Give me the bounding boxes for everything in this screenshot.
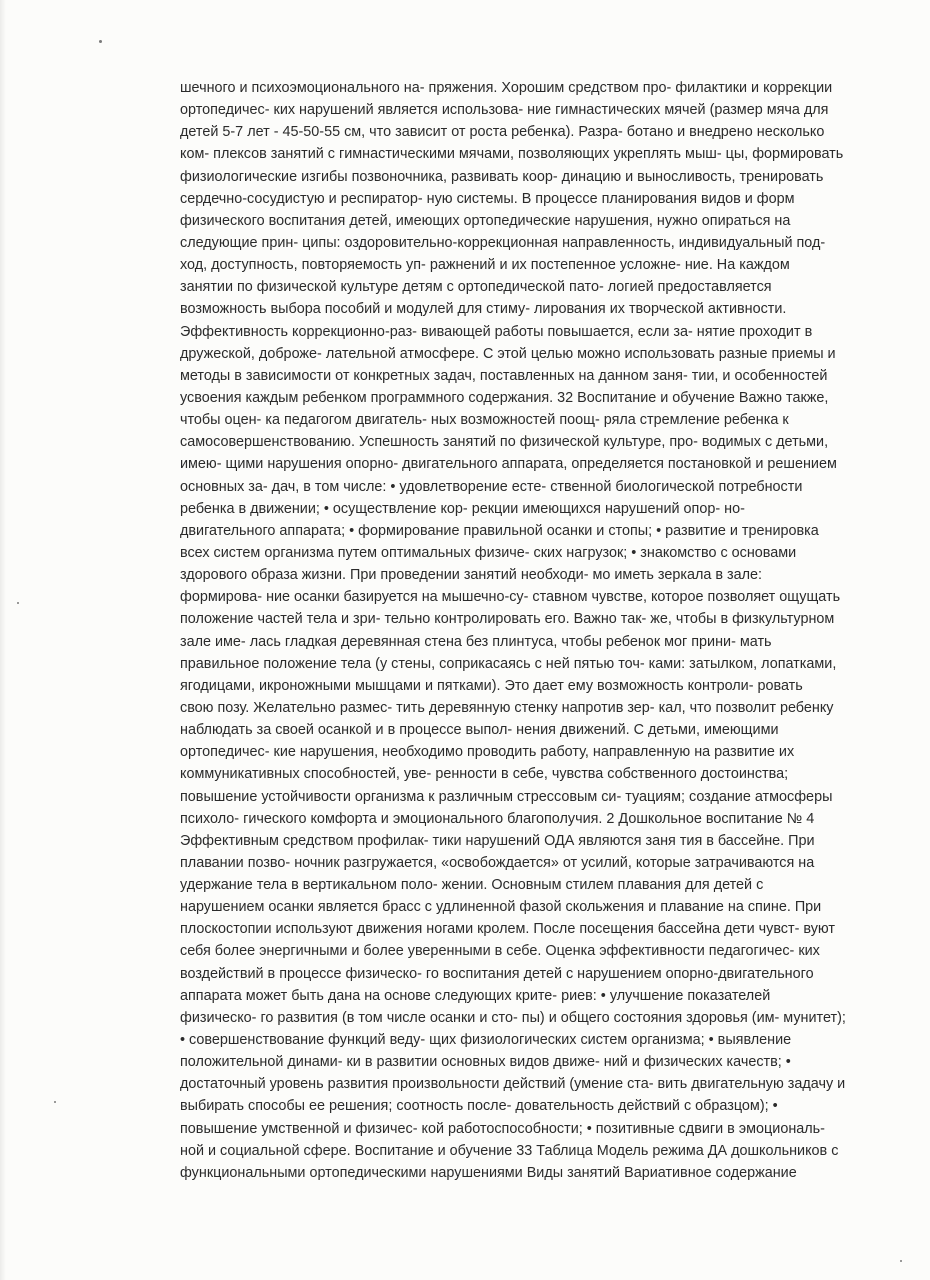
- text-line: психоло- гического комфорта и эмоционального благополучия. 2 Дошкольное воспитание № 4: [180, 810, 815, 827]
- body-text: [180, 77, 900, 1184]
- text-line: основных за- дач, в том числе: • удовлетворение есте- ственной биологической потребности: [180, 478, 803, 495]
- text-line: детей 5-7 лет - 45-50-55 см, что зависит от роста ребенка). Разра- ботано и внедрено несколько: [180, 124, 825, 141]
- text-line: Эффективным средством профилак- тики нарушений ОДА являются заня тия в бассейне. При: [180, 832, 815, 849]
- text-line: всех систем организма путем оптимальных физиче- ских нагрузок; • знакомство с основами: [180, 544, 797, 561]
- text-line: шечного и психоэмоционального на- пряжения. Хорошим средством про- филактики и коррекции: [180, 80, 833, 96]
- text-line: усвоения каждым ребенком программного содержания. 32 Воспитание и обучение Важно также,: [180, 389, 829, 406]
- text-line: методы в зависимости от конкретных задач, поставленных на данном заня- тии, и особенностей: [180, 367, 828, 384]
- text-line: физического воспитания детей, имеющих ортопедические нарушения, нужно опираться на: [180, 212, 791, 229]
- text-line: ортопедичес- ких нарушений является использова- ние гимнастических мячей (размер мяча для: [180, 102, 829, 119]
- text-line: следующие прин- ципы: оздоровительно-коррекционная направленность, индивидуальный под-: [180, 234, 826, 251]
- text-line: наблюдать за своей осанкой и в процессе выпол- нения движений. С детьми, имеющими: [180, 722, 779, 739]
- text-line: ной и социальной сфере. Воспитание и обучение 33 Таблица Модель режима ДА дошкольников с: [180, 1142, 839, 1159]
- text-line: функциональными ортопедическими нарушениями Виды занятий Вариативное содержание: [180, 1164, 797, 1181]
- text-line: плавании позво- ночник разгружается, «освобождается» от усилий, которые затрачиваются на: [180, 854, 815, 871]
- text-line: ход, доступность, повторяемость уп- ражнений и их постепенное усложне- ние. На каждом: [180, 257, 790, 274]
- text-line: здорового образа жизни. При проведении занятий необходи- мо иметь зеркала в зале:: [180, 567, 763, 584]
- scan-speck: [17, 602, 19, 604]
- text-line: положение частей тела и зри- тельно контролировать его. Важно так- же, чтобы в физкультурном: [180, 611, 835, 628]
- text-line: физическо- го развития (в том числе осанки и сто- пы) и общего состояния здоровья (им- мунитет);: [180, 1009, 846, 1026]
- text-line: зале име- лась гладкая деревянная стена без плинтуса, чтобы ребенок мог прини- мать: [180, 633, 772, 650]
- text-line: коммуникативных способностей, уве- ренности в себе, чувства собственного достоинства;: [180, 766, 789, 783]
- text-line: аппарата может быть дана на основе следующих крите- риев: • улучшение показателей: [180, 987, 771, 1004]
- text-line: чтобы оцен- ка педагогом двигатель- ных возможностей поощ- ряла стремление ребенка к: [180, 412, 789, 429]
- text-line: дружеской, доброже- лательной атмосфере. С этой целью можно использовать разные приемы и: [180, 345, 836, 362]
- text-line: • совершенствование функций веду- щих физиологических систем организма; • выявление: [180, 1032, 792, 1049]
- text-line: имею- щими нарушения опорно- двигательного аппарата, определяется постановкой и решением: [180, 456, 837, 473]
- text-line: правильное положение тела (у стены, соприкасаясь с ней пятью точ- ками: затылком, лопатками,: [180, 655, 837, 672]
- text-line: ортопедичес- кие нарушения, необходимо проводить работу, направленную на развитие их: [180, 744, 795, 761]
- text-line: ком- плексов занятий с гимнастическими мячами, позволяющих укреплять мыш- цы, формировать: [180, 146, 844, 163]
- text-line: себя более энергичными и более уверенными в себе. Оценка эффективности педагогичес- ких: [180, 943, 820, 960]
- text-line: повышение устойчивости организма к различным стрессовым си- туациям; создание атмосферы: [180, 788, 833, 805]
- text-line: положительной динами- ки в развитии основных видов движе- ний и физических качеств; •: [180, 1054, 791, 1071]
- text-line: Эффективность коррекционно-раз- вивающей работы повышается, если за- нятие проходит в: [180, 323, 813, 340]
- text-line: ягодицами, икроножными мышцами и пятками). Это дает ему возможность контроли- ровать: [180, 677, 803, 694]
- text-line: достаточный уровень развития произвольности действий (умение ста- вить двигательную задачу и: [180, 1076, 846, 1093]
- text-line: удержание тела в вертикальном поло- жении. Основным стилем плавания для детей с: [180, 877, 764, 894]
- text-line: ребенка в движении; • осуществление кор- рекции имеющихся нарушений опор- но-: [180, 500, 745, 517]
- text-line: выбирать способы ее решения; соотность после- довательность действий с образцом); •: [180, 1098, 778, 1115]
- text-line: повышение умственной и физичес- кой работоспособности; • позитивные сдвиги в эмоциональ-: [180, 1120, 825, 1137]
- text-line: нарушением осанки является брасс с удлиненной фазой скольжения и плавание на спине. При: [180, 899, 822, 916]
- text-line: физиологические изгибы позвоночника, развивать коор- динацию и выносливость, тренировать: [180, 168, 824, 185]
- text-line: двигательного аппарата; • формирование правильной осанки и стопы; • развитие и тренировка: [180, 522, 819, 539]
- scan-speck: [900, 1260, 902, 1262]
- text-line: свою позу. Желательно размес- тить деревянную стенку напротив зер- кал, что позволит ребенку: [180, 699, 834, 716]
- scan-speck: [99, 40, 102, 43]
- text-line: плоскостопии используют движения ногами кролем. После посещения бассейна дети чувст- вуют: [180, 921, 835, 938]
- text-line: воздействий в процессе физическо- го воспитания детей с нарушением опорно-двигательного: [180, 965, 814, 982]
- scan-edge-shadow: [0, 0, 6, 1280]
- scan-speck: [54, 1101, 56, 1103]
- text-line: самосовершенствованию. Успешность занятий по физической культуре, про- водимых с детьми,: [180, 434, 829, 451]
- text-line: формирова- ние осанки базируется на мышечно-су- ставном чувстве, которое позволяет ощущать: [180, 589, 841, 606]
- text-line: сердечно-сосудистую и респиратор- ную системы. В процессе планирования видов и форм: [180, 190, 795, 207]
- text-line: возможность выбора пособий и модулей для стиму- лирования их творческой активности.: [180, 301, 787, 318]
- text-line: занятии по физической культуре детям с ортопедической пато- логией предоставляется: [180, 279, 772, 296]
